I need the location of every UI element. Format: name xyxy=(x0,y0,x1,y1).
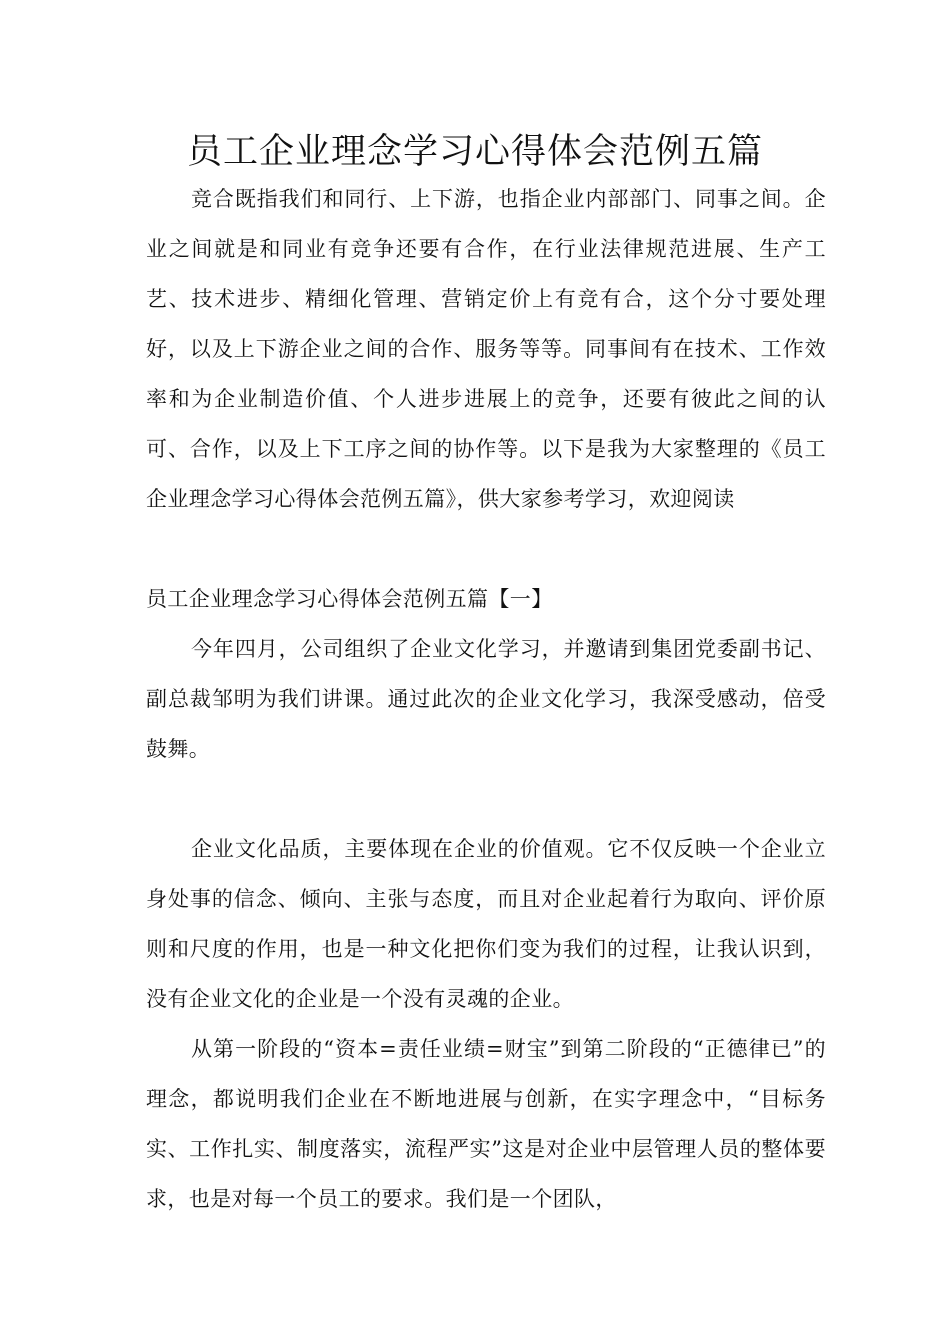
intro-paragraph: 竞合既指我们和同行、上下游，也指企业内部部门、同事之间。企业之间就是和同业有竞争还要有合作，在行业法律规范进展、生产工艺、技术进步、精细化管理、营销定价上有竞有合，这个分寸要处理好，以及上下游企业之间的合作、服务等等。同事间有在技术、工作效率和为企业制造价值、个人进步进展上的竞争，还要有彼此之间的认可、合作，以及上下工序之间的协作等。以下是我为大家整理的《员工企业理念学习心得体会范例五篇》，供大家参考学习，欢迎阅读 xyxy=(146,187,826,511)
document-title: 员工企业理念学习心得体会范例五篇 xyxy=(186,132,763,172)
paragraph-2: 今年四月，公司组织了企业文化学习，并邀请到集团党委副书记、副总裁邹明为我们讲课。通过此次的企业文化学习，我深受感动，倍受鼓舞。 xyxy=(146,637,826,761)
paragraph-4: 从第一阶段的“资本=责任业绩=财宝”到第二阶段的“正德律已”的理念，都说明我们企业在不断地进展与创新，在实字理念中，“目标务实、工作扎实、制度落实，流程严实”这是对企业中层管理人员的整体要求，也是对每一个员工的要求。我们是一个团队， xyxy=(146,1037,826,1211)
section-heading: 员工企业理念学习心得体会范例五篇【一】 xyxy=(146,587,553,611)
paragraph-3: 企业文化品质，主要体现在企业的价值观。它不仅反映一个企业立身处事的信念、倾向、主张与态度，而且对企业起着行为取向、评价原则和尺度的作用，也是一种文化把你们变为我们的过程，让我认识到，没有企业文化的企业是一个没有灵魂的企业。 xyxy=(146,837,826,1011)
